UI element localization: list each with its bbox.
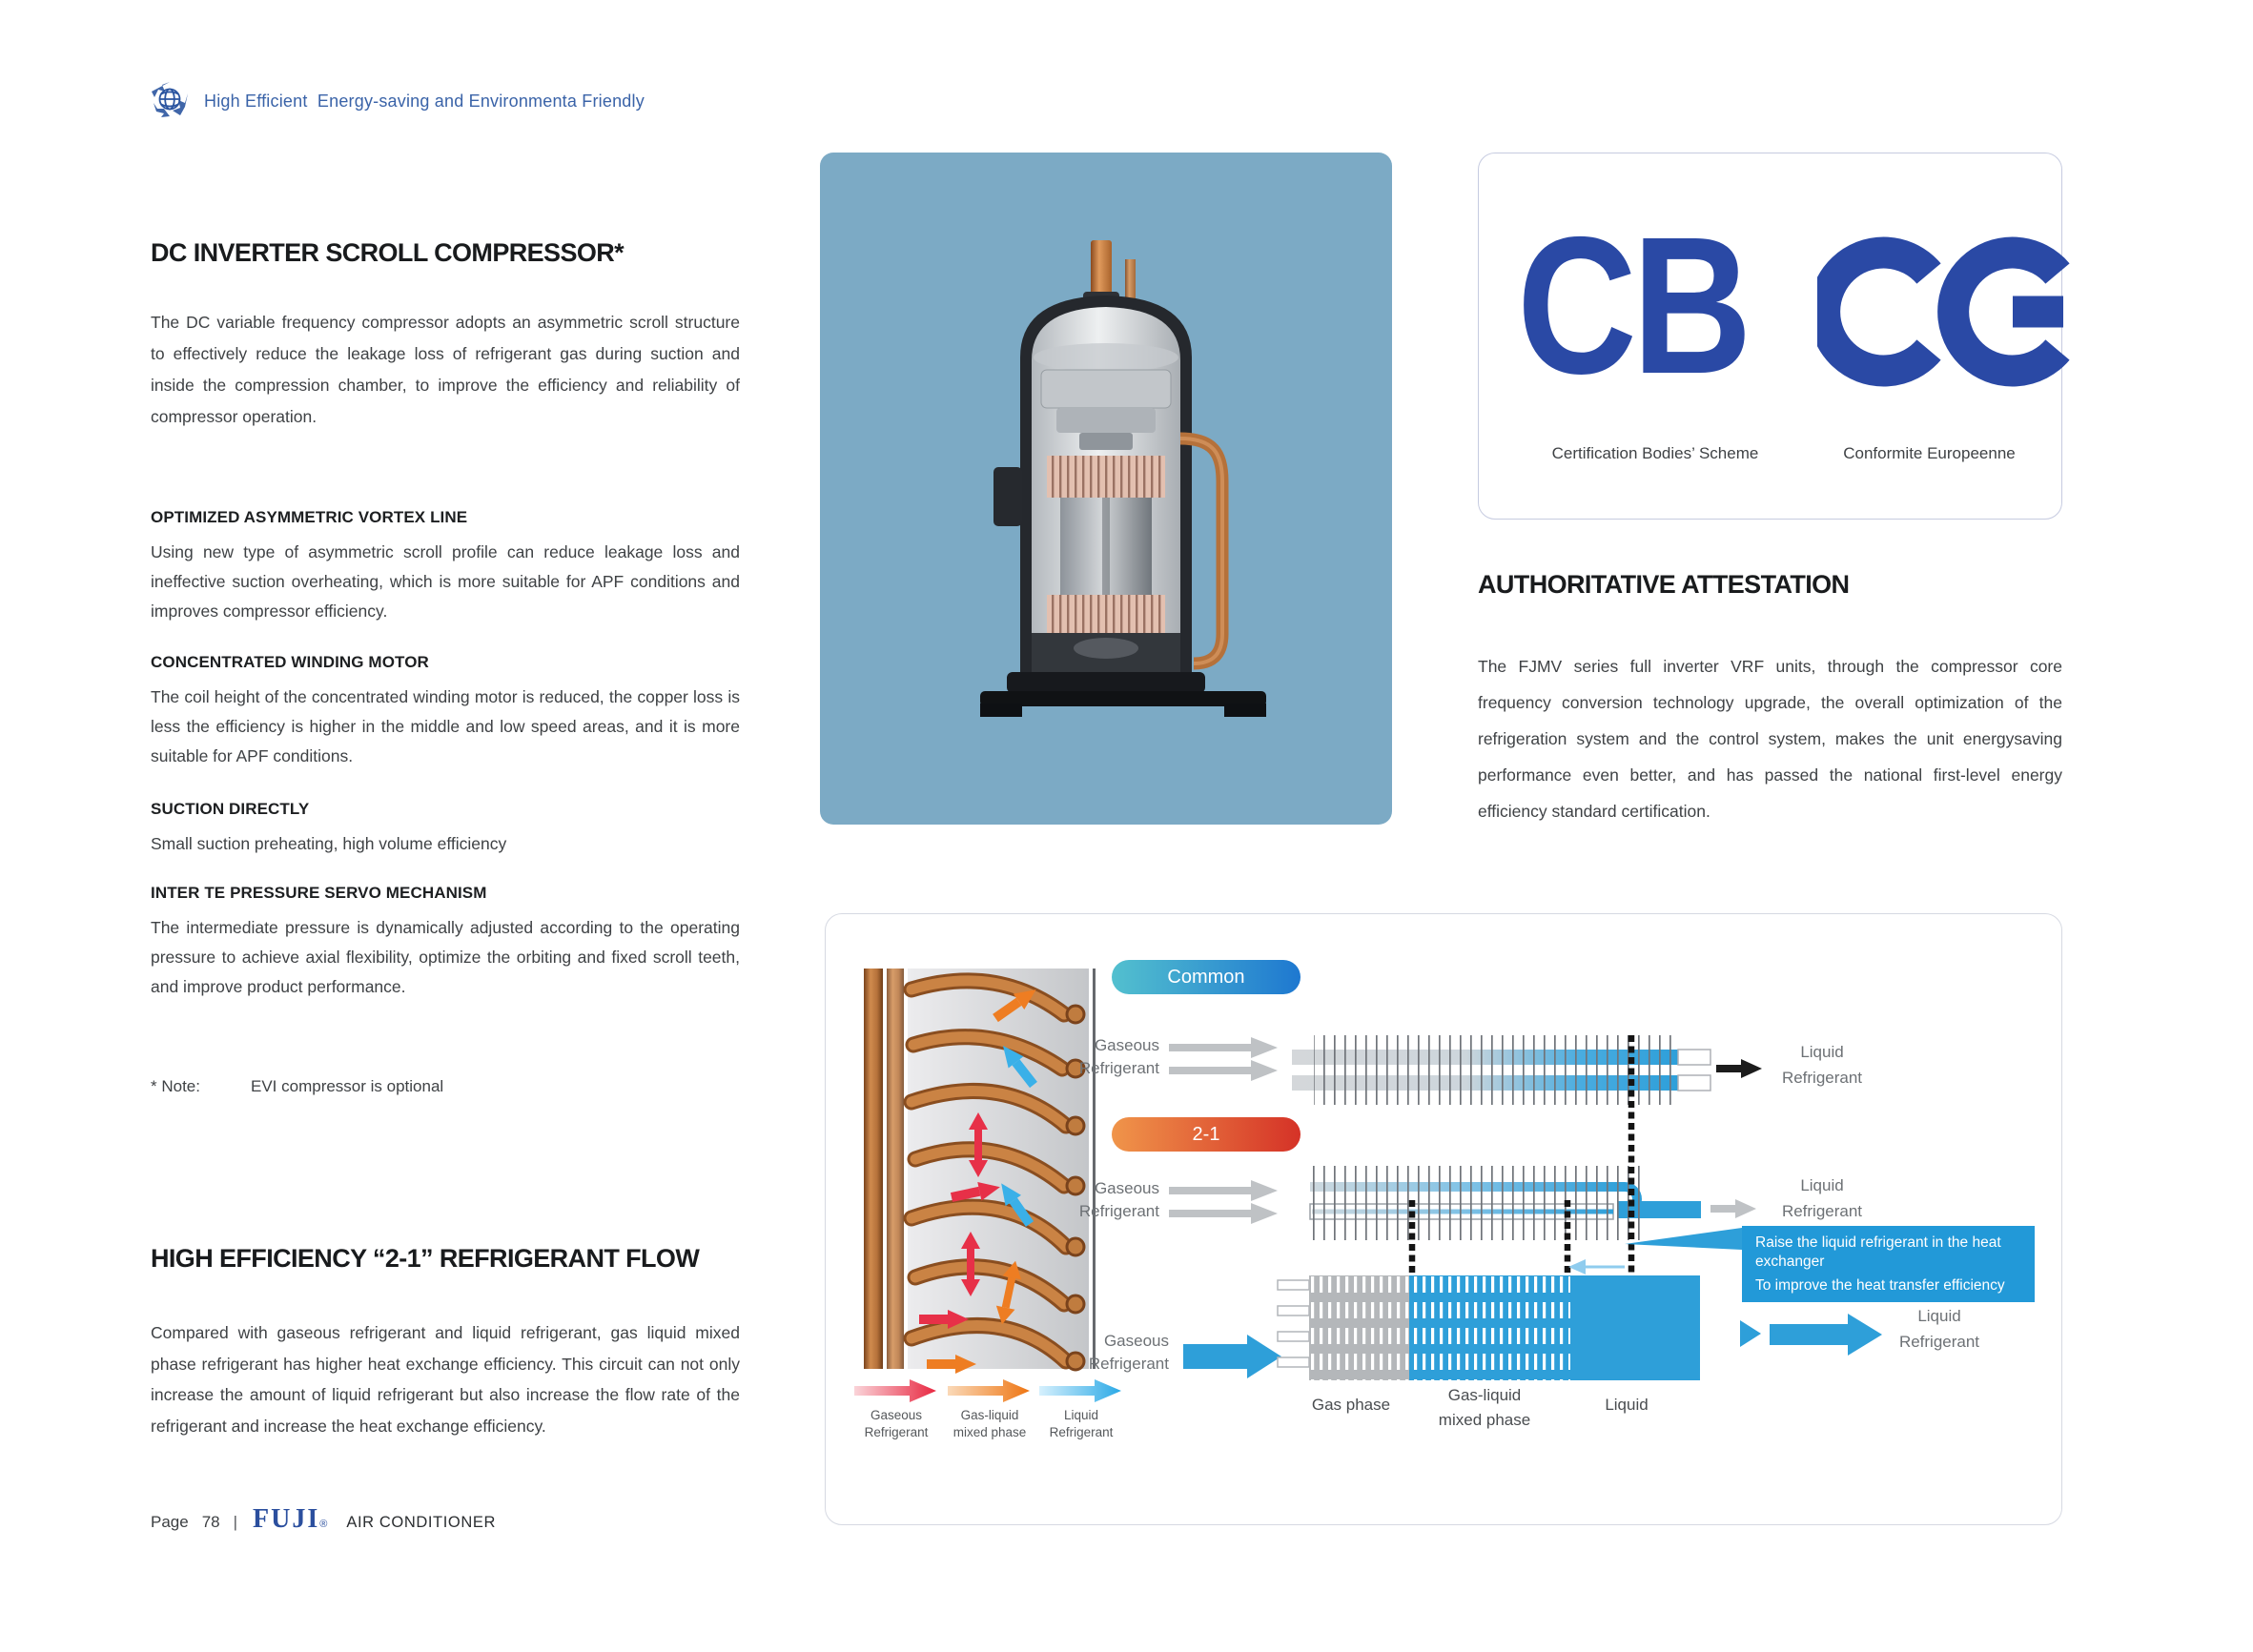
- row2-inlet-label: Gaseous Refrigerant: [1078, 1179, 1159, 1220]
- callout-line1: Raise the liquid refrigerant in the heat exchanger: [1755, 1234, 2001, 1270]
- small-triangle-icon: [1740, 1320, 1761, 1347]
- subsection-heading: OPTIMIZED ASYMMETRIC VORTEX LINE: [151, 508, 468, 526]
- lower-pump: [1032, 633, 1180, 672]
- footnote: [151, 1077, 740, 1096]
- motor: [1047, 456, 1165, 633]
- legend-label-liquid: Liquid Refrigerant: [1049, 1408, 1114, 1439]
- row1-outlet-label: Liquid Refrigerant: [1781, 1043, 1863, 1087]
- big-blue-arrow-icon: [1247, 1335, 1281, 1378]
- row3-inlet-label: Gaseous Refrigerant: [1088, 1332, 1169, 1373]
- terminal-box: [993, 467, 1022, 526]
- legend-label-mixed: Gas-liquid mixed phase: [952, 1408, 1027, 1439]
- gray-arrow-icon: [1169, 1203, 1278, 1224]
- gray-arrow-icon: [1710, 1199, 1756, 1218]
- cb-mark-logo: CB: [1517, 196, 1748, 415]
- base: [980, 672, 1266, 717]
- refrigerant-flow-diagram-panel: [825, 913, 2062, 1525]
- callout-line2: To improve the heat transfer efficiency: [1755, 1276, 2005, 1294]
- header-tagline: High Efficient Energy-saving and Environmenta Friendly: [204, 92, 645, 111]
- row1-inlet-label: Gaseous Refrigerant: [1078, 1036, 1159, 1077]
- page-footer: [151, 1504, 496, 1535]
- coil-heat-exchanger-illustration: [864, 969, 1096, 1374]
- badge-2-1: 2-1: [1112, 1117, 1301, 1152]
- subsection-heading: INTER TE PRESSURE SERVO MECHANISM: [151, 884, 487, 902]
- section-title-refrigerant-flow: HIGH EFFICIENCY “2-1” REFRIGERANT FLOW: [151, 1244, 700, 1273]
- callout-left-arrow-icon: [1568, 1259, 1625, 1275]
- gray-arrow-icon: [1169, 1060, 1278, 1081]
- attestation-paragraph: The FJMV series full inverter VRF units, through the compressor core frequency conversion technology upgrade, the overall optimization of the refrigeration system and the control system, makes the unit energysaving performance even better, and has passed the national first-level energy efficiency standard certification.: [1478, 657, 2062, 821]
- subsection-body: The intermediate pressure is dynamically adjusted according to the operating pressure to achieve axial flexibility, optimize the orbiting and fixed scroll teeth, and improve product performance.: [151, 918, 740, 996]
- brand-suffix: AIR CONDITIONER: [346, 1514, 496, 1531]
- registered-mark: ®: [319, 1519, 328, 1530]
- row3-outlet-label: Liquid Refrigerant: [1898, 1307, 1980, 1351]
- subsection-body: The coil height of the concentrated winding motor is reduced, the copper loss is less the efficiency is higher in the middle and low speed areas, and it is more suitable for APF conditions.: [151, 687, 740, 765]
- legend-red-arrow-icon: [854, 1379, 936, 1402]
- callout-box: [1742, 1226, 2035, 1302]
- footer-divider: |: [233, 1513, 238, 1531]
- footnote-label: * Note:: [151, 1077, 200, 1095]
- compressor-intro-paragraph: The DC variable frequency compressor adopts an asymmetric scroll structure to effectively reduce the leakage loss of refrigerant gas during suction and inside the compression chamber, to improve the efficiency and reliability of compressor operation.: [151, 313, 740, 426]
- footnote-text: EVI compressor is optional: [251, 1077, 444, 1095]
- row2-outlet-label: Liquid Refrigerant: [1781, 1176, 1863, 1220]
- subsection-body: Small suction preheating, high volume efficiency: [151, 834, 507, 853]
- subsection-pressure-servo: [151, 884, 740, 1002]
- page-number: 78: [201, 1513, 220, 1531]
- compressor-photo-panel: [820, 153, 1392, 825]
- globe-recycle-icon: [151, 80, 189, 123]
- section-title-compressor: DC INVERTER SCROLL COMPRESSOR*: [151, 238, 625, 267]
- badge-common: Common: [1112, 960, 1301, 994]
- page-header: [151, 80, 645, 123]
- page-label: Page: [151, 1513, 189, 1531]
- subsection-body: Using new type of asymmetric scroll profile can reduce leakage loss and ineffective suction overheating, which is more suitable for APF conditions and improves compressor efficiency.: [151, 542, 740, 621]
- phase-label-gas: Gas phase: [1311, 1396, 1391, 1414]
- two-one-flow-row: [1169, 1166, 1756, 1240]
- phase-label-liquid: Liquid: [1605, 1396, 1649, 1414]
- phase-label-mixed: Gas-liquid mixed phase: [1438, 1386, 1531, 1429]
- subsection-suction-directly: [151, 800, 740, 859]
- common-flow-row: [1169, 1035, 1762, 1105]
- subsection-vortex-line: [151, 508, 740, 626]
- subsection-winding-motor: [151, 653, 740, 771]
- legend-label-gaseous: Gaseous Refrigerant: [864, 1408, 929, 1439]
- subsection-heading: SUCTION DIRECTLY: [151, 800, 310, 818]
- brand-logo: FUJI: [253, 1504, 320, 1534]
- gray-arrow-icon: [1169, 1180, 1278, 1201]
- ce-caption: Conformite Europeenne: [1843, 444, 2016, 462]
- cb-caption: Certification Bodies’ Scheme: [1551, 444, 1759, 462]
- subsection-heading: CONCENTRATED WINDING MOTOR: [151, 653, 429, 671]
- compressor-cutaway-illustration: [820, 153, 1392, 825]
- legend-arrows: [854, 1379, 1121, 1402]
- gray-arrow-icon: [1169, 1037, 1278, 1058]
- attestation-title: AUTHORITATIVE ATTESTATION: [1478, 570, 1850, 599]
- certification-card: [1478, 153, 2062, 520]
- legend-orange-arrow-icon: [948, 1379, 1030, 1402]
- legend-blue-arrow-icon: [1039, 1379, 1121, 1402]
- refrigerant-flow-paragraph: Compared with gaseous refrigerant and liquid refrigerant, gas liquid mixed phase refrigerant has higher heat exchange efficiency. This circuit can not only increase the amount of liquid refrigerant but also increase the flow rate of the refrigerant and increase the heat exchange efficiency.: [151, 1323, 740, 1436]
- ce-mark-icon: [1817, 228, 2094, 395]
